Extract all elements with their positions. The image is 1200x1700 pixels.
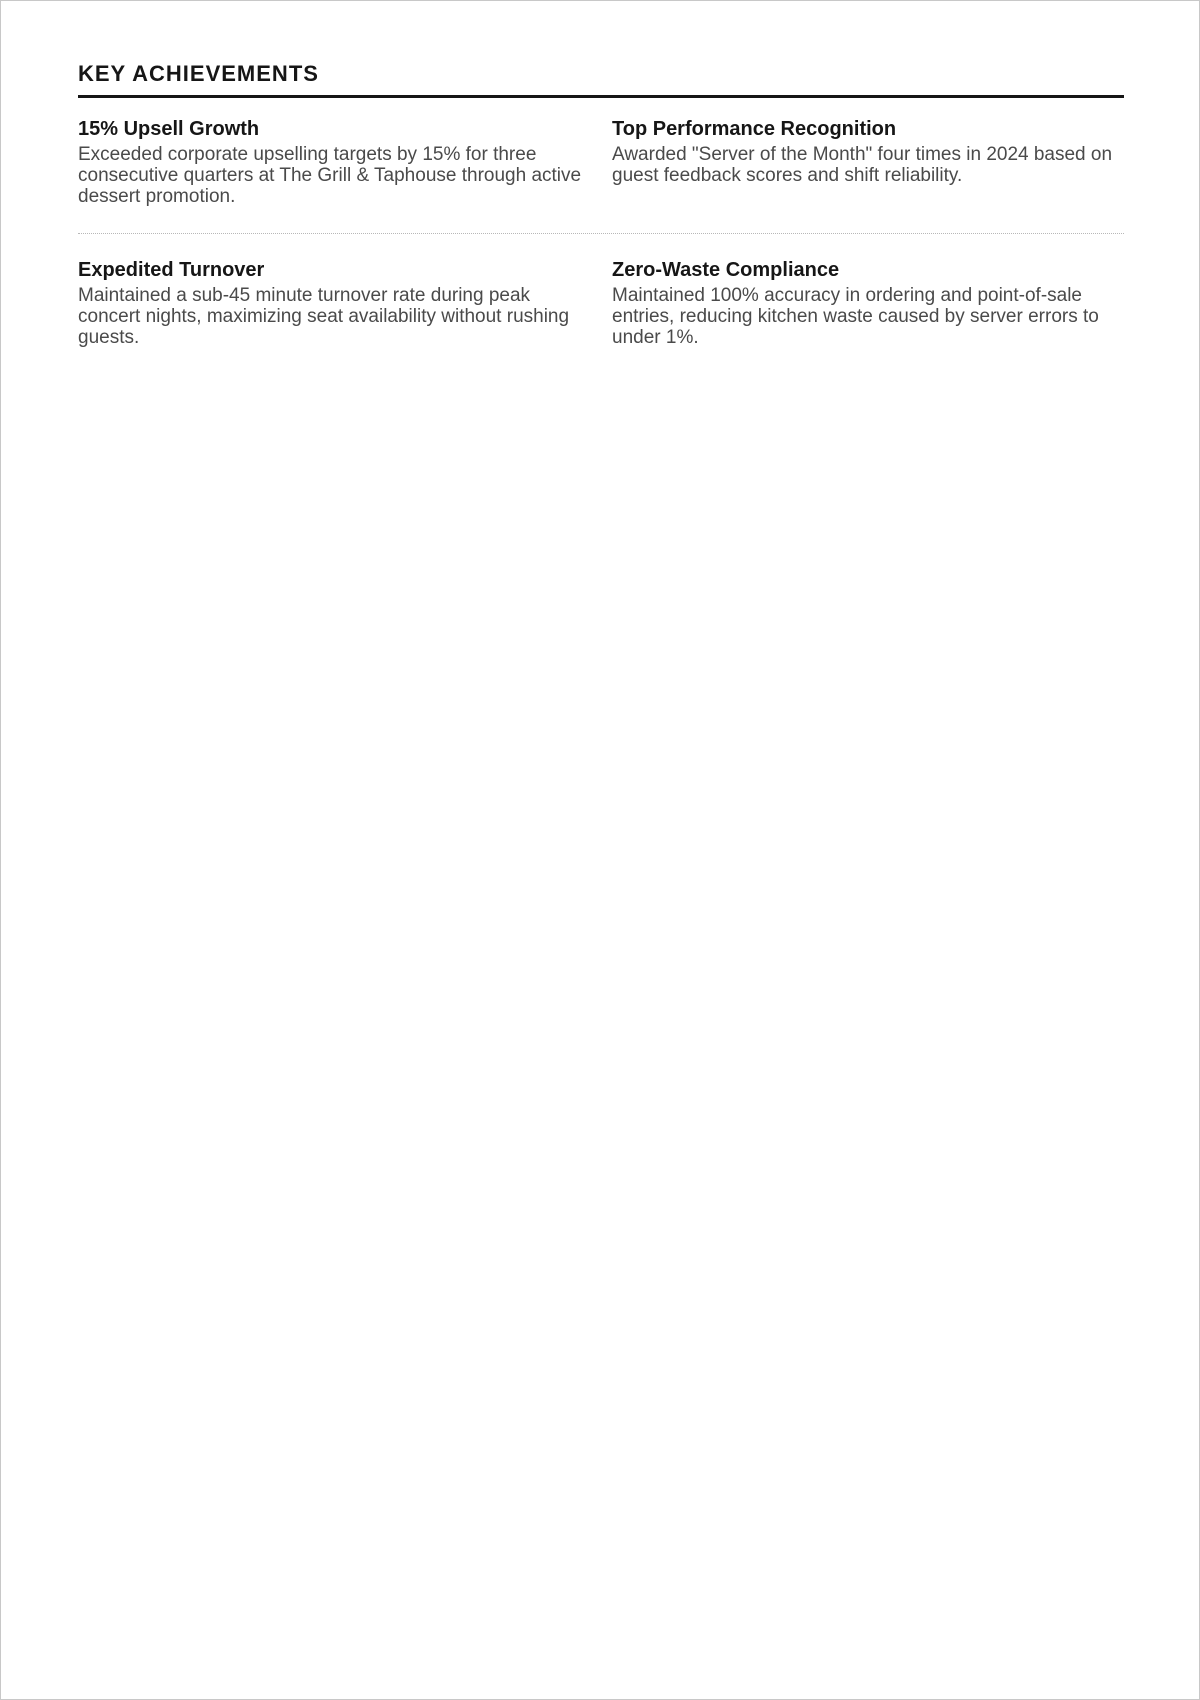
achievement-description: Awarded "Server of the Month" four times in 2024 based on guest feedback scores and shift reliability. [612,144,1113,186]
achievement-description: Exceeded corporate upselling targets by 15% for three consecutive quarters at The Grill & Taphouse through active dessert promotion. [78,144,582,207]
key-achievements-section [78,59,1124,348]
achievement-title: 15% Upsell Growth [78,118,260,140]
achievements-row [78,234,1124,348]
achievement-upsell-growth [78,117,590,233]
achievement-description: Maintained 100% accuracy in ordering and point-of-sale entries, reducing kitchen waste caused by server errors to under 1%. [612,285,1099,348]
achievement-top-performance [612,117,1124,233]
achievement-description: Maintained a sub-45 minute turnover rate during peak concert nights, maximizing seat availability without rushing guests. [78,285,570,348]
achievement-expedited-turnover [78,258,590,348]
achievement-title: Top Performance Recognition [612,118,897,140]
achievements-row [78,98,1124,233]
achievement-zero-waste [612,258,1124,348]
achievement-title: Zero-Waste Compliance [612,259,840,281]
section-title: KEY ACHIEVEMENTS [78,59,1124,98]
achievement-title: Expedited Turnover [78,259,265,281]
